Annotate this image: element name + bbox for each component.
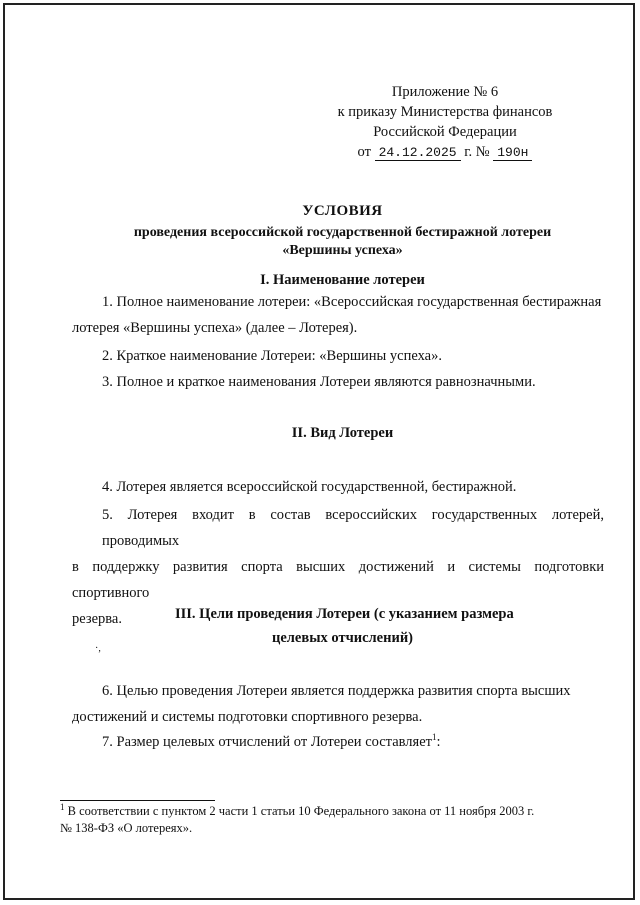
date-prefix: от xyxy=(357,144,371,160)
paragraph-7-text: 7. Размер целевых отчислений от Лотереи составляет xyxy=(102,734,432,750)
paragraph-1 xyxy=(72,289,604,341)
paragraph-1-start: 1. Полное наименование лотереи: «Всероссийская государственная бестиражная xyxy=(102,294,602,310)
document-title: УСЛОВИЯ xyxy=(302,203,383,219)
paragraph-2: 2. Краткое наименование Лотереи: «Вершины успеха». xyxy=(102,348,442,364)
date-value: 24.12.2025 xyxy=(375,145,461,161)
footnote-line-2: № 138-ФЗ «О лотереях». xyxy=(60,821,193,835)
section-2-heading: II. Вид Лотереи xyxy=(291,425,394,441)
approval-block xyxy=(330,82,560,163)
footnote-marker: 1 xyxy=(60,801,65,812)
paragraph-7 xyxy=(72,729,604,755)
approval-line-1: Приложение № 6 xyxy=(391,84,499,100)
paragraph-6-end: достижений и системы подготовки спортивного резерва. xyxy=(72,709,423,725)
paragraph-4: 4. Лотерея является всероссийской государственной, бестиражной. xyxy=(102,479,517,495)
paragraph-3: 3. Полное и краткое наименования Лотереи являются равнозначными. xyxy=(102,374,536,390)
paragraph-5-end: резерва. xyxy=(72,611,122,627)
approval-date-line xyxy=(330,142,560,163)
paragraph-6 xyxy=(72,678,604,730)
number-value: 190н xyxy=(493,145,532,161)
footnote-reference: 1 xyxy=(431,732,437,743)
footnote-line-1 xyxy=(60,803,595,820)
paragraph-6-start: 6. Целью проведения Лотереи является поддержка развития спорта высших xyxy=(102,683,571,699)
subtitle-line-1: проведения всероссийской государственной бестиражной лотереи xyxy=(133,225,552,240)
number-prefix: г. № xyxy=(464,144,490,160)
paragraph-1-end: лотерея «Вершины успеха» (далее – Лотерея). xyxy=(72,320,358,336)
footnote-rule xyxy=(60,800,215,801)
document-subtitle xyxy=(60,224,625,260)
paragraph-5-start: 5. Лотерея входит в состав всероссийских государственных лотерей, проводимых xyxy=(102,507,604,549)
subtitle-line-2: «Вершины успеха» xyxy=(282,243,403,258)
section-3-heading-line-2: целевых отчислений) xyxy=(272,630,413,646)
paragraph-7-colon: : xyxy=(436,734,441,750)
footnote-line-1-text: В соответствии с пунктом 2 части 1 статьи 10 Федерального закона от 11 ноября 2003 г. xyxy=(67,804,535,818)
approval-line-3: Российской Федерации xyxy=(373,124,517,140)
approval-line-2: к приказу Министерства финансов xyxy=(337,104,553,120)
section-1-heading: I. Наименование лотереи xyxy=(260,272,425,288)
stray-mark: ·, xyxy=(95,643,101,654)
footnote xyxy=(60,803,595,837)
paragraph-5-mid: в поддержку развития спорта высших достижений и системы подготовки спортивного xyxy=(72,559,604,601)
section-3-heading-line-1: III. Цели проведения Лотереи (с указанием размера xyxy=(175,606,514,622)
